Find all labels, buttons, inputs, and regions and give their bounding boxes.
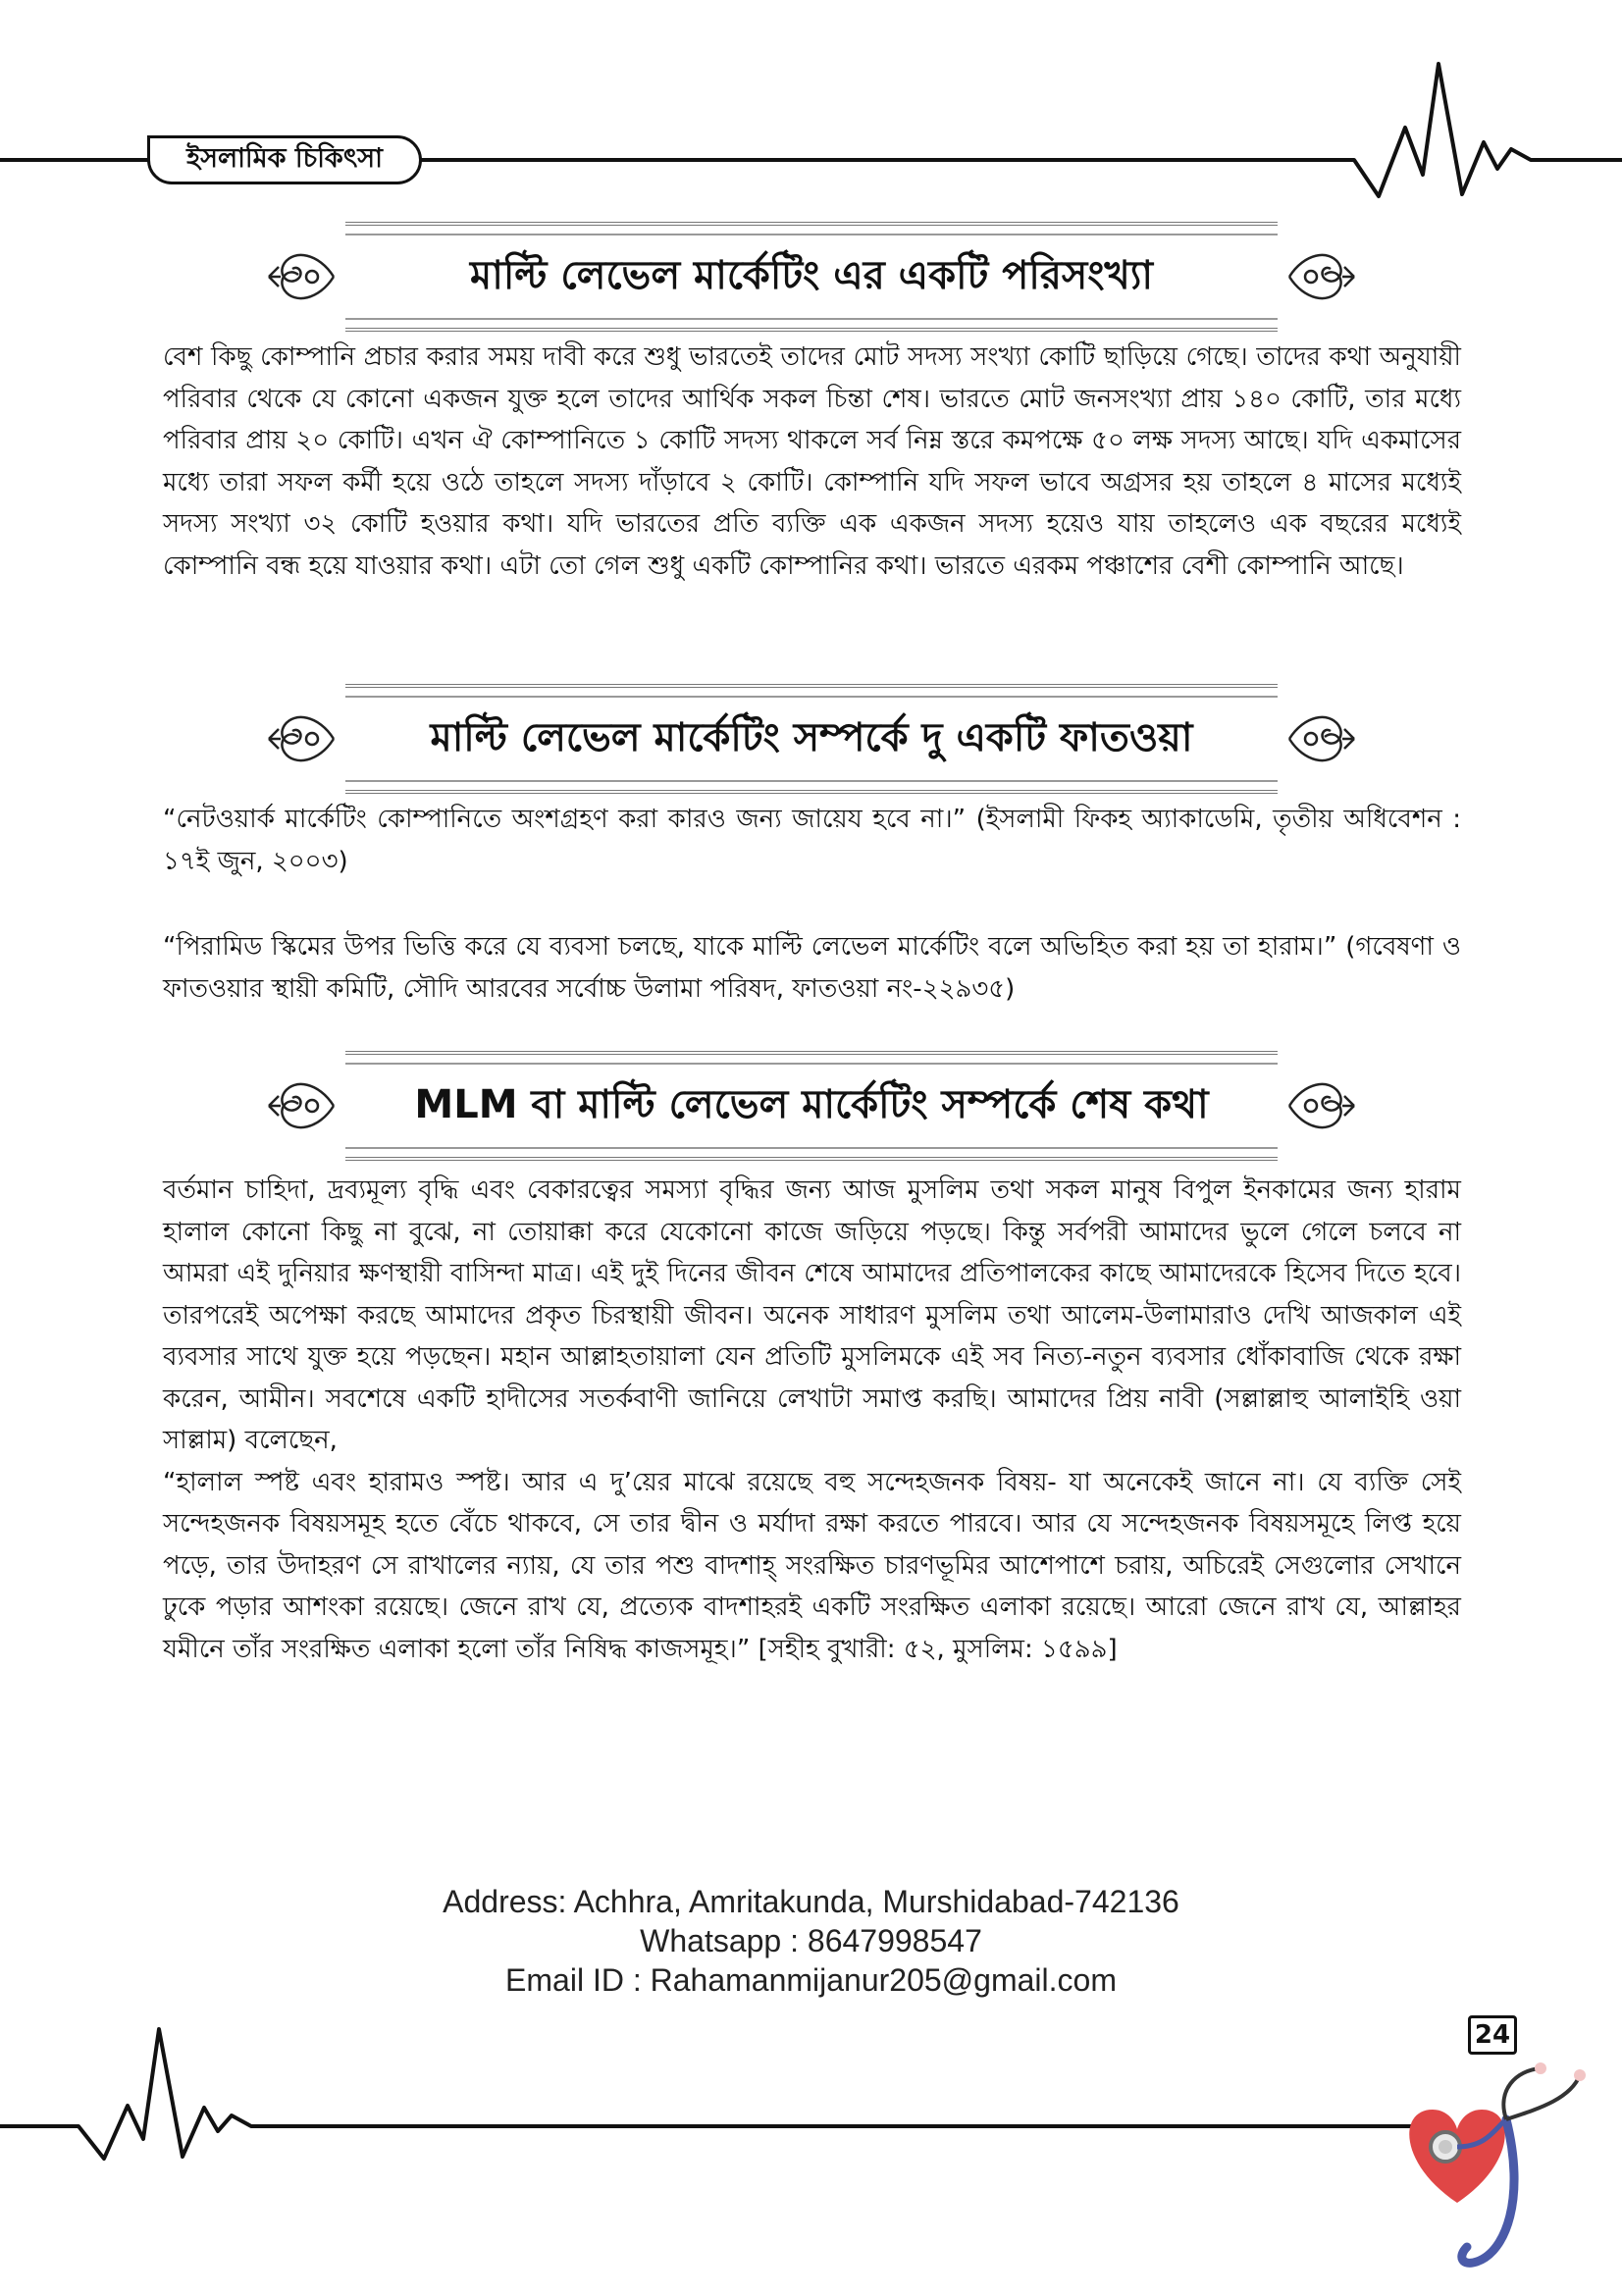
section-1-body bbox=[163, 337, 1461, 587]
footer-whatsapp: Whatsapp : 8647998547 bbox=[640, 1923, 982, 1958]
section-3-body bbox=[163, 1170, 1461, 1670]
paragraph: বেশ কিছু কোম্পানি প্রচার করার সময় দাবী করে শুধু ভারতেই তাদের মোট সদস্য সংখ্যা কোটি ছাড়িয়ে গেছে। তাদের কথা অনুযায়ী পরিবার থেকে যে কোনো একজন যুক্ত হলে তাদের আর্থিক সকল চিন্তা শেষ। ভারতে মোট জনসংখ্যা প্রায় ১৪০ কোটি, তার মধ্যে পরিবার প্রায় ২০ কোটি। এখন ঐ কোম্পানিতে ১ কোটি সদস্য থাকলে সর্ব নিম্ন স্তরে কমপক্ষে ৫০ লক্ষ সদস্য আছে। যদি একমাসের মধ্যে তারা সফল কর্মী হয়ে ওঠে তাহলে সদস্য দাঁড়াবে ২ কোটি। কোম্পানি যদি সফল ভাবে অগ্রসর হয় তাহলে ৪ মাসের মধ্যেই সদস্য সংখ্যা ৩২ কোটি হওয়ার কথা। যদি ভারতের প্রতি ব্যক্তি এক একজন সদস্য হয়েও যায় তাহলেও এক বছরের মধ্যেই কোম্পানি বন্ধ হয়ে যাওয়ার কথা। এটা তো গেল শুধু একটি কোম্পানির কথা। ভারতে এরকম পঞ্চাশের বেশী কোম্পানি আছে। bbox=[163, 342, 1461, 581]
footer-contact bbox=[0, 1882, 1622, 2000]
section-2-banner bbox=[257, 684, 1366, 794]
header-tab bbox=[147, 135, 422, 184]
section-3-banner bbox=[257, 1051, 1366, 1161]
ornament-left-icon bbox=[265, 705, 336, 772]
section-1-title: মাল্টি লেভেল মার্কেটিং এর একটি পরিসংখ্যা bbox=[470, 252, 1153, 298]
ornament-left-icon bbox=[265, 243, 336, 310]
section-2-title: মাল্টি লেভেল মার্কেটিং সম্পর্কে দু একটি ফাতওয়া bbox=[430, 714, 1193, 760]
section-2-body-1 bbox=[163, 799, 1461, 882]
footer-email: Email ID : Rahamanmijanur205@gmail.com bbox=[505, 1962, 1117, 1998]
ornament-right-icon bbox=[1287, 1072, 1358, 1139]
header-tab-label: ইসলামিক চিকিৎসা bbox=[186, 142, 383, 174]
page-number-label: 24 bbox=[1474, 2020, 1511, 2050]
paragraph: “পিরামিড স্কিমের উপর ভিত্তি করে যে ব্যবসা চলছে, যাকে মাল্টি লেভেল মার্কেটিং বলে অভিহিত করা হয় তা হারাম।” (গবেষণা ও ফাতওয়ার স্থায়ী কমিটি, সৌদি আরবের সর্বোচ্চ উলামা পরিষদ, ফাতওয়া নং-২২৯৩৫) bbox=[163, 932, 1461, 1004]
ornament-right-icon bbox=[1287, 705, 1358, 772]
footer-address: Address: Achhra, Amritakunda, Murshidabad-742136 bbox=[443, 1884, 1179, 1919]
section-3-title: MLM বা মাল্টি লেভেল মার্কেটিং সম্পর্কে শেষ কথা bbox=[414, 1081, 1209, 1127]
page-number bbox=[1468, 2015, 1517, 2055]
section-2-body-2 bbox=[163, 926, 1461, 1010]
ornament-right-icon bbox=[1287, 243, 1358, 310]
paragraph: “নেটওয়ার্ক মার্কেটিং কোম্পানিতে অংশগ্রহণ করা কারও জন্য জায়েয হবে না।” (ইসলামী ফিকহ অ্যাকাডেমি, তৃতীয় অধিবেশন : ১৭ই জুন, ২০০৩) bbox=[163, 805, 1461, 876]
section-1-banner bbox=[257, 222, 1366, 332]
ornament-left-icon bbox=[265, 1072, 336, 1139]
heart-stethoscope-icon bbox=[1379, 2051, 1622, 2286]
paragraph: বর্তমান চাহিদা, দ্রব্যমূল্য বৃদ্ধি এবং বেকারত্বের সমস্যা বৃদ্ধির জন্য আজ মুসলিম তথা সকল মানুষ বিপুল ইনকামের জন্য হারাম হালাল কোনো কিছু না বুঝে, না তোয়াক্কা করে যেকোনো কাজে জড়িয়ে পড়ছে। কিন্তু সর্বপরী আমাদের ভুলে গেলে চলবে না আমরা এই দুনিয়ার ক্ষণস্থায়ী বাসিন্দা মাত্র। এই দুই দিনের জীবন শেষে আমাদের প্রতিপালকের কাছে আমাদেরকে হিসেব দিতে হবে। তারপরেই অপেক্ষা করছে আমাদের প্রকৃত চিরস্থায়ী জীবন। অনেক সাধারণ মুসলিম তথা আলেম-উলামারাও দেখি আজকাল এই ব্যবসার সাথে যুক্ত হয়ে পড়ছেন। মহান আল্লাহতায়ালা যেন প্রতিটি মুসলিমকে এই সব নিত্য-নতুন ব্যবসার ধোঁকাবাজি থেকে রক্ষা করেন, আমীন। সবশেষে একটি হাদীসের সতর্কবাণী জানিয়ে লেখাটা সমাপ্ত করছি। আমাদের প্রিয় নাবী (সল্লাল্লাহু আলাইহি ওয়া সাল্লাম) বলেছেন, bbox=[163, 1175, 1461, 1455]
bottom-heartbeat-line-icon bbox=[0, 2021, 1472, 2168]
hadith-quote: “হালাল স্পষ্ট এবং হারামও স্পষ্ট। আর এ দু’য়ের মাঝে রয়েছে বহু সন্দেহজনক বিষয়- যা অনেকেই জানে না। যে ব্যক্তি সেই সন্দেহজনক বিষয়সমূহ হতে বেঁচে থাকবে, সে তার দ্বীন ও মর্যাদা রক্ষা করতে পারবে। আর যে সন্দেহজনক বিষয়সমূহে লিপ্ত হয়ে পড়ে, তার উদাহরণ সে রাখালের ন্যায়, যে তার পশু বাদশাহ্ সংরক্ষিত চারণভূমির আশেপাশে চরায়, অচিরেই সেগুলোর সেখানে ঢুকে পড়ার আশংকা রয়েছে। জেনে রাখ যে, প্রত্যেক বাদশাহরই একটি সংরক্ষিত এলাকা রয়েছে। আরো জেনে রাখ যে, আল্লাহর যমীনে তাঁর সংরক্ষিত এলাকা হলো তাঁর নিষিদ্ধ কাজসমূহ।” [সহীহ বুখারী: ৫২, মুসলিম: ১৫৯৯] bbox=[163, 1467, 1461, 1664]
